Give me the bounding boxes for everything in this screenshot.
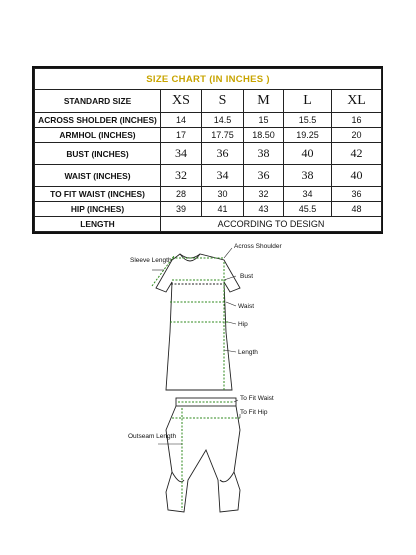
length-value: ACCORDING TO DESIGN [161, 216, 382, 231]
size-l: L [284, 90, 332, 113]
label-outseam-length: Outseam Length [128, 433, 177, 440]
cell-value: 17.75 [202, 128, 244, 143]
cell-value: 41 [202, 201, 244, 216]
cell-value: 19.25 [284, 128, 332, 143]
cell-value: 36 [332, 186, 382, 201]
cell-value: 14.5 [202, 113, 244, 128]
size-xs: XS [161, 90, 202, 113]
table-row [35, 143, 382, 165]
cell-value: 40 [332, 165, 382, 187]
pointer-lines [152, 248, 240, 444]
cell-value: 34 [202, 165, 244, 187]
length-row [35, 216, 382, 231]
label-length: Length [238, 349, 258, 356]
table-row [35, 165, 382, 187]
measurement-diagram [128, 240, 288, 540]
label-hip: Hip [238, 321, 248, 328]
cell-value: 43 [244, 201, 284, 216]
length-label: LENGTH [35, 216, 161, 231]
title-row [35, 69, 382, 90]
cell-value: 30 [202, 186, 244, 201]
size-xl: XL [332, 90, 382, 113]
cell-value: 17 [161, 128, 202, 143]
row-label: ACROSS SHOLDER (INCHES) [35, 113, 161, 128]
size-chart [32, 66, 383, 234]
label-waist: Waist [238, 303, 255, 310]
size-header-row [35, 90, 382, 113]
table-row [35, 128, 382, 143]
chart-title: SIZE CHART (IN INCHES ) [35, 69, 382, 90]
kurta-measure-lines [152, 256, 228, 390]
label-bust: Bust [240, 273, 254, 280]
label-to-fit-hip: To Fit Hip [240, 409, 268, 416]
cell-value: 16 [332, 113, 382, 128]
cell-value: 15 [244, 113, 284, 128]
cell-value: 20 [332, 128, 382, 143]
row-label: TO FIT WAIST (INCHES) [35, 186, 161, 201]
label-to-fit-waist: To Fit Waist [240, 395, 274, 402]
cell-value: 18.50 [244, 128, 284, 143]
cell-value: 32 [244, 186, 284, 201]
table-row [35, 201, 382, 216]
row-label: BUST (INCHES) [35, 143, 161, 165]
label-sleeve-length: Sleeve Length [130, 257, 172, 264]
cell-value: 38 [284, 165, 332, 187]
pants-measure-lines [172, 402, 240, 510]
label-across-shoulder: Across Shoulder [234, 243, 282, 250]
cell-value: 38 [244, 143, 284, 165]
cell-value: 36 [202, 143, 244, 165]
row-label: WAIST (INCHES) [35, 165, 161, 187]
standard-size-label: STANDARD SIZE [35, 90, 161, 113]
size-s: S [202, 90, 244, 113]
cell-value: 15.5 [284, 113, 332, 128]
cell-value: 39 [161, 201, 202, 216]
row-label: HIP (INCHES) [35, 201, 161, 216]
table-row [35, 186, 382, 201]
cell-value: 36 [244, 165, 284, 187]
row-label: ARMHOL (INCHES) [35, 128, 161, 143]
table-row [35, 113, 382, 128]
cell-value: 40 [284, 143, 332, 165]
size-m: M [244, 90, 284, 113]
cell-value: 34 [284, 186, 332, 201]
cell-value: 48 [332, 201, 382, 216]
cell-value: 28 [161, 186, 202, 201]
cell-value: 32 [161, 165, 202, 187]
cell-value: 42 [332, 143, 382, 165]
cell-value: 34 [161, 143, 202, 165]
pants-outline [166, 398, 240, 512]
size-chart-table [34, 68, 382, 232]
cell-value: 14 [161, 113, 202, 128]
cell-value: 45.5 [284, 201, 332, 216]
